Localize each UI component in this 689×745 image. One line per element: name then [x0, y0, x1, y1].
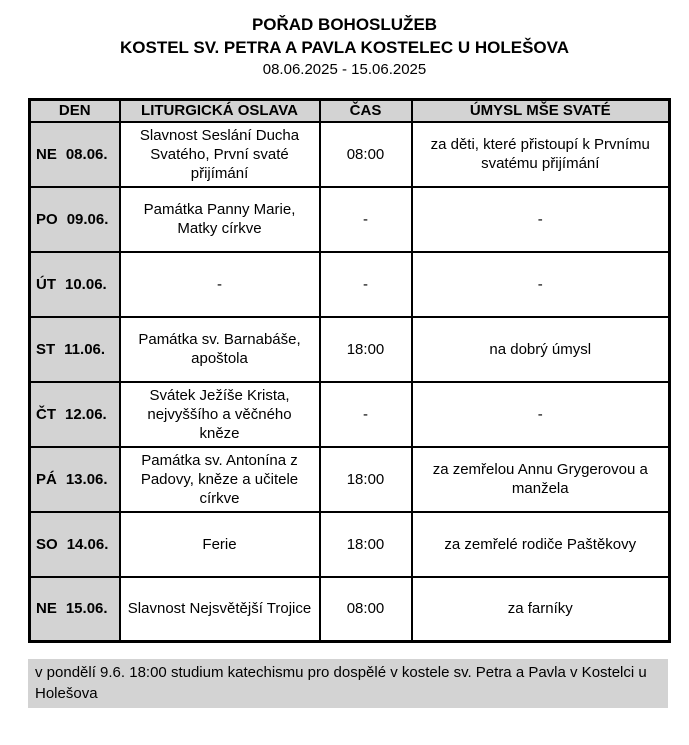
day-cell — [30, 512, 120, 577]
schedule-table-body — [30, 122, 670, 642]
celebration-cell: Ferie — [120, 512, 320, 577]
day-cell — [30, 577, 120, 642]
page-subtitle: KOSTEL SV. PETRA A PAVLA KOSTELEC U HOLEŠOVA — [120, 38, 569, 57]
day-cell — [30, 317, 120, 382]
intention-cell: - — [412, 187, 670, 252]
time-cell: 08:00 — [320, 577, 412, 642]
celebration-cell: Slavnost Seslání Ducha Svatého, První svaté přijímání — [120, 122, 320, 187]
table-row — [30, 317, 670, 382]
celebration-cell: Svátek Ježíše Krista, nejvyššího a věčného kněze — [120, 382, 320, 447]
day-cell — [30, 382, 120, 447]
time-cell: 18:00 — [320, 317, 412, 382]
day-date: 08.06. — [65, 145, 108, 163]
date-range: 08.06.2025 - 15.06.2025 — [262, 61, 427, 78]
page-title: POŘAD BOHOSLUŽEB — [251, 15, 438, 34]
time-cell: 08:00 — [320, 122, 412, 187]
celebration-cell: Památka Panny Marie, Matky církve — [120, 187, 320, 252]
day-date: 12.06. — [65, 405, 107, 423]
day-date: 15.06. — [65, 600, 108, 618]
header-row — [30, 100, 670, 122]
table-row — [30, 512, 670, 577]
celebration-cell: Památka sv. Antonína z Padovy, kněze a učitele církve — [120, 447, 320, 512]
table-row — [30, 577, 670, 642]
time-cell: - — [320, 187, 412, 252]
table-row — [30, 122, 670, 187]
day-abbr: SO — [36, 535, 58, 553]
schedule-table — [28, 98, 671, 643]
day-abbr: ST — [36, 340, 56, 358]
day-date: 10.06. — [65, 275, 107, 293]
day-abbr: ÚT — [36, 275, 56, 293]
day-cell — [30, 187, 120, 252]
column-header-cas: ČAS — [320, 100, 412, 122]
day-date: 09.06. — [66, 210, 109, 228]
column-header-den: DEN — [30, 100, 120, 122]
day-date: 13.06. — [65, 470, 108, 488]
table-row — [30, 382, 670, 447]
day-cell — [30, 252, 120, 317]
day-abbr: NE — [36, 600, 57, 618]
day-abbr: PÁ — [36, 470, 57, 488]
time-cell: 18:00 — [320, 447, 412, 512]
intention-cell: - — [412, 382, 670, 447]
document-header — [0, 13, 689, 81]
time-cell: - — [320, 252, 412, 317]
intention-cell: - — [412, 252, 670, 317]
celebration-cell: - — [120, 252, 320, 317]
day-abbr: ČT — [36, 405, 56, 423]
day-cell — [30, 122, 120, 187]
intention-cell: na dobrý úmysl — [412, 317, 670, 382]
intention-cell: za zemřelou Annu Grygerovou a manžela — [412, 447, 670, 512]
day-date: 14.06. — [66, 535, 109, 553]
column-header-liturgicka-oslava: LITURGICKÁ OSLAVA — [120, 100, 320, 122]
intention-cell: za farníky — [412, 577, 670, 642]
day-date: 11.06. — [64, 340, 106, 358]
celebration-cell: Slavnost Nejsvětější Trojice — [120, 577, 320, 642]
intention-cell: za děti, které přistoupí k Prvnímu svatému přijímání — [412, 122, 670, 187]
footer-note: v pondělí 9.6. 18:00 studium katechismu pro dospělé v kostele sv. Petra a Pavla v Kostelci u Holešova — [28, 659, 668, 708]
schedule-table-head — [30, 100, 670, 122]
time-cell: - — [320, 382, 412, 447]
table-row — [30, 187, 670, 252]
table-row — [30, 447, 670, 512]
column-header-umysl-mse-svate: ÚMYSL MŠE SVATÉ — [412, 100, 670, 122]
time-cell: 18:00 — [320, 512, 412, 577]
day-abbr: NE — [36, 145, 57, 163]
day-abbr: PO — [36, 210, 58, 228]
table-row — [30, 252, 670, 317]
celebration-cell: Památka sv. Barnabáše, apoštola — [120, 317, 320, 382]
day-cell — [30, 447, 120, 512]
intention-cell: za zemřelé rodiče Paštěkovy — [412, 512, 670, 577]
